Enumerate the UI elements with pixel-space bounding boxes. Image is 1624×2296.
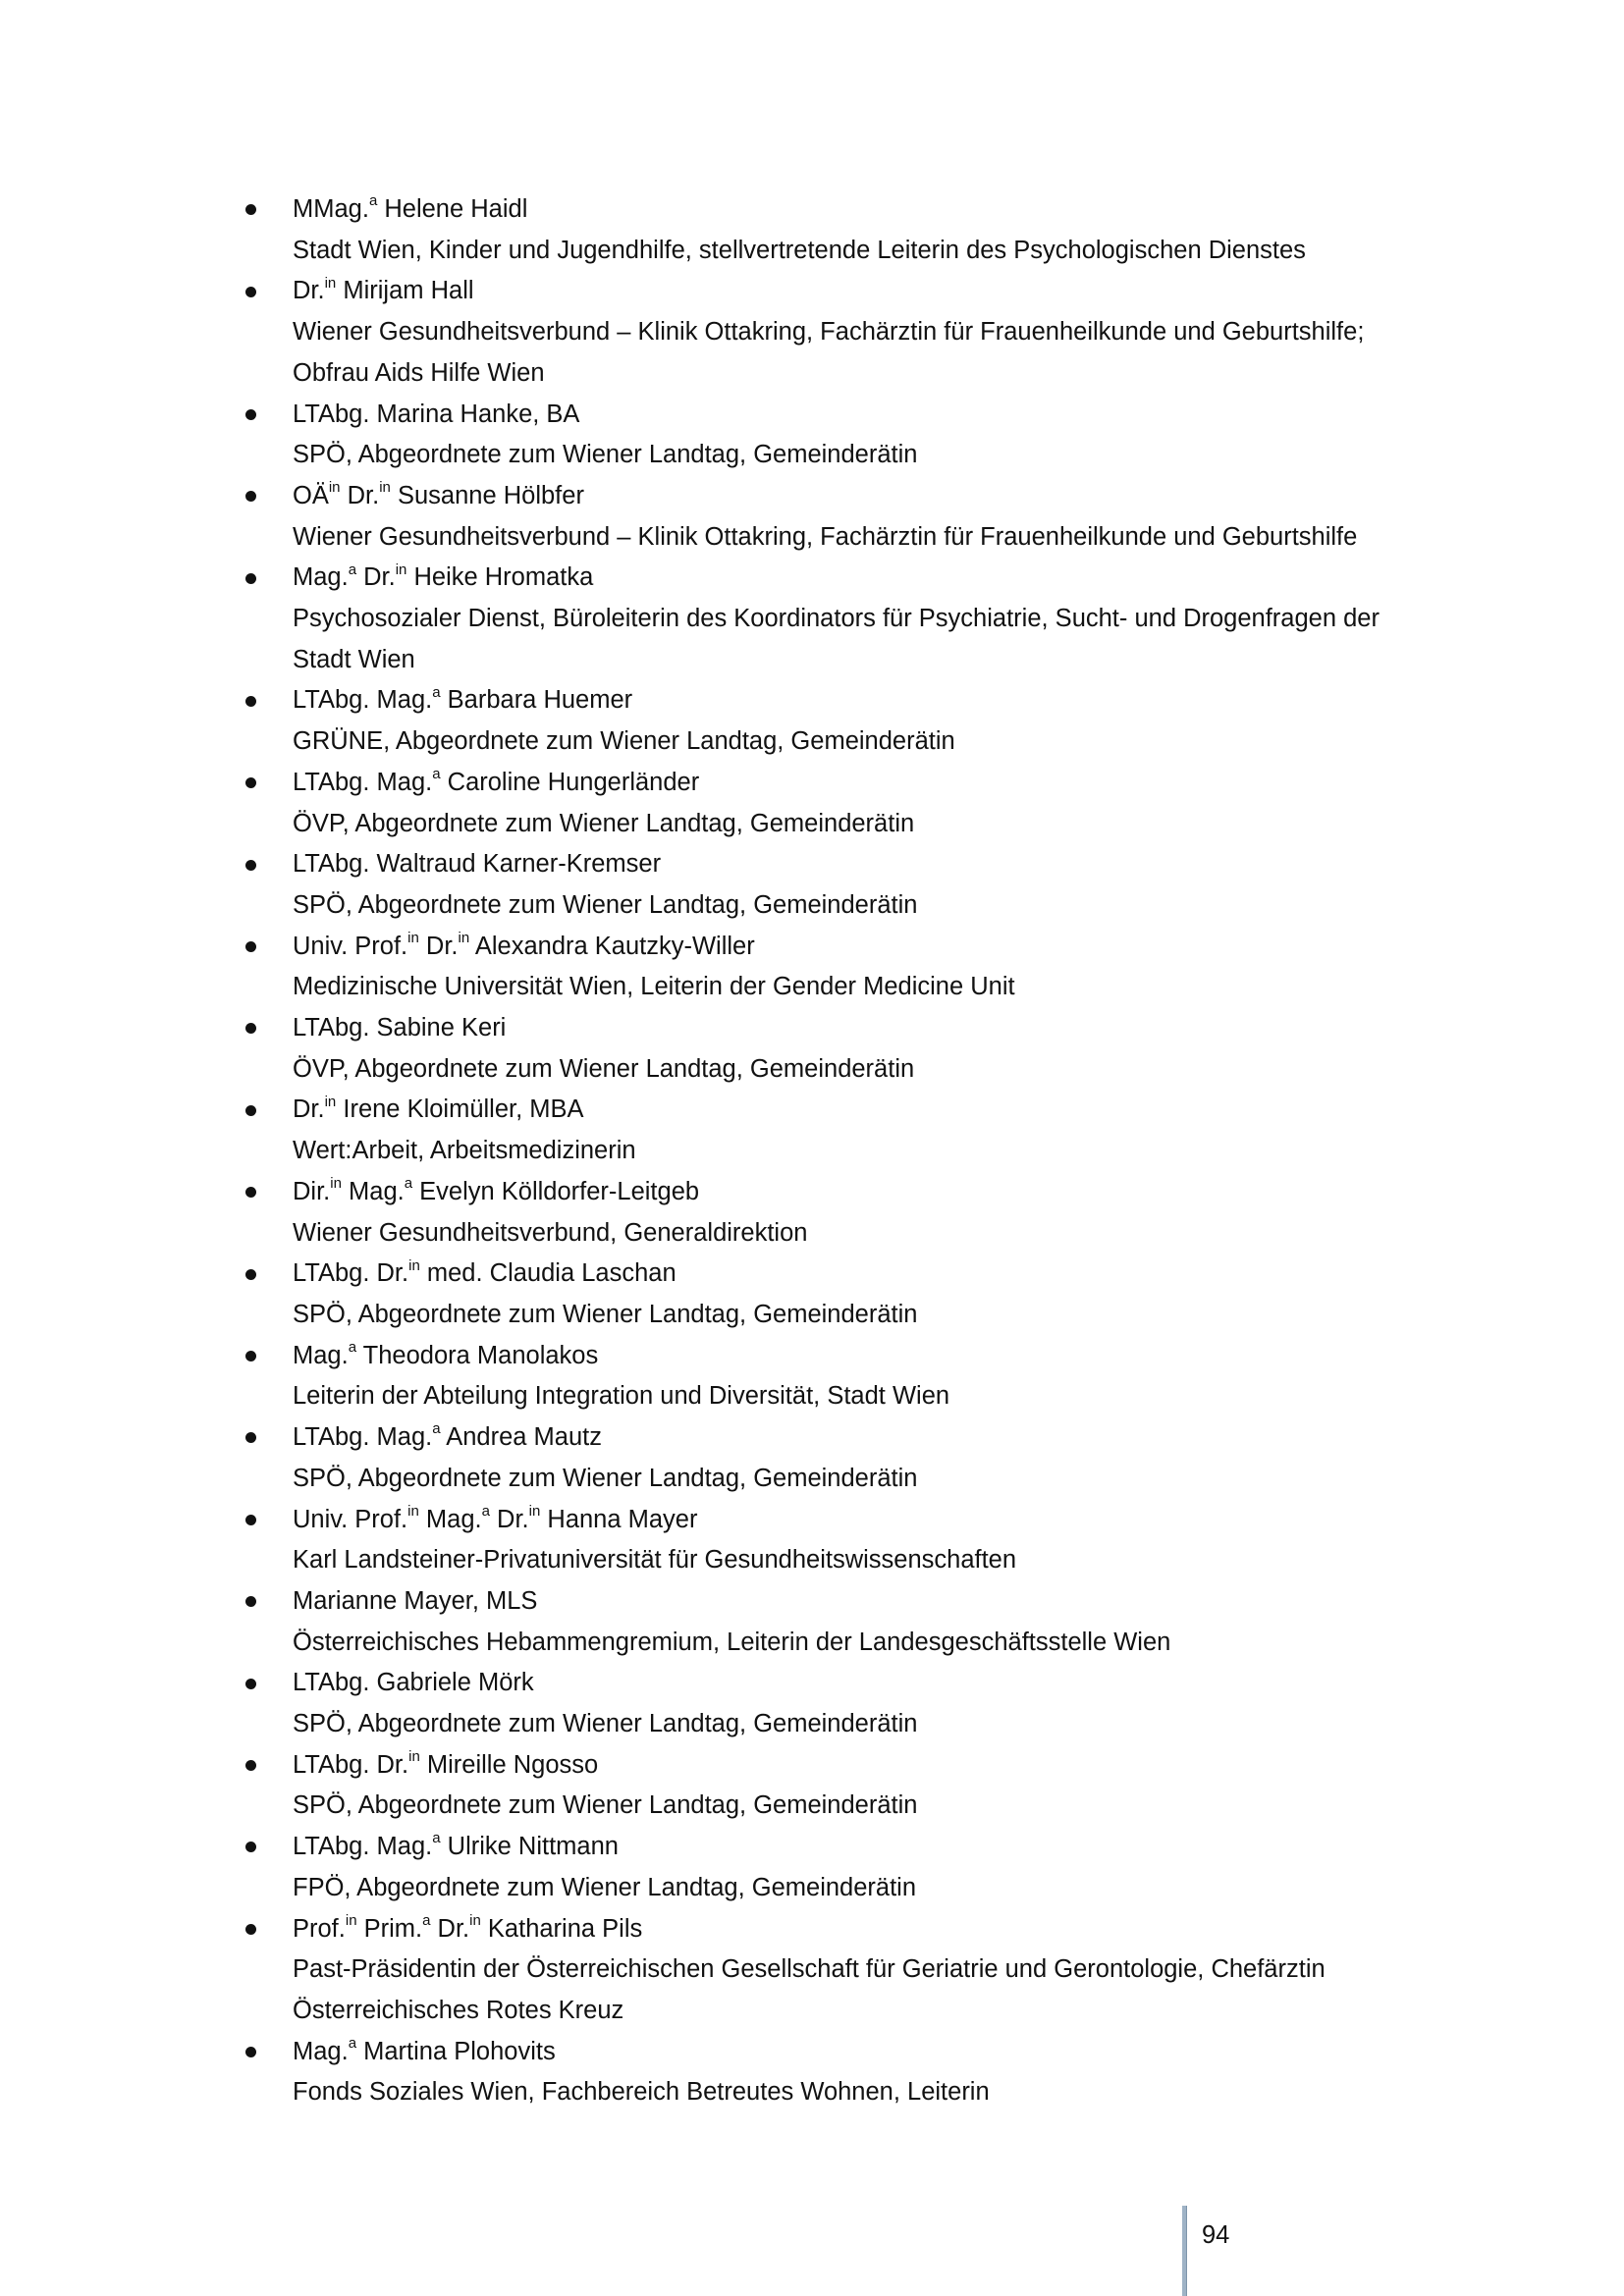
name-text: LTAbg. Dr. bbox=[293, 1259, 409, 1288]
title-suffix: in bbox=[328, 479, 341, 497]
name-text: Univ. Prof. bbox=[293, 932, 408, 960]
page-number: 94 bbox=[1202, 2221, 1230, 2249]
name-text: Susanne Hölbfer bbox=[390, 481, 584, 509]
person-affiliation: Wert:Arbeit, Arbeitsmedizinerin bbox=[293, 1137, 636, 1165]
person-affiliation: ÖVP, Abgeordnete zum Wiener Landtag, Gemeinderätin bbox=[293, 809, 915, 837]
title-suffix: a bbox=[432, 683, 441, 701]
title-suffix: a bbox=[432, 1830, 441, 1847]
bullet-icon bbox=[244, 844, 257, 885]
title-suffix: a bbox=[348, 1338, 357, 1356]
person-name bbox=[293, 1500, 1461, 1541]
bullet-icon bbox=[244, 189, 257, 231]
person-affiliation: FPÖ, Abgeordnete zum Wiener Landtag, Gemeinderätin bbox=[293, 1873, 917, 1901]
title-suffix: in bbox=[330, 1175, 342, 1193]
bullet-icon bbox=[244, 1909, 257, 1950]
name-text: Dr. bbox=[293, 277, 325, 305]
bullet-icon bbox=[244, 1417, 257, 1459]
person-name bbox=[293, 763, 1461, 804]
name-text: Martina Plohovits bbox=[356, 2037, 556, 2065]
name-text: Caroline Hungerländer bbox=[440, 768, 700, 796]
list-item bbox=[244, 476, 1461, 558]
person-name bbox=[293, 1090, 1461, 1131]
list-item bbox=[244, 1663, 1461, 1744]
name-text: Dr. bbox=[356, 563, 396, 592]
list-item bbox=[244, 844, 1461, 926]
person-name bbox=[293, 558, 1461, 599]
title-suffix: in bbox=[458, 929, 470, 946]
name-text: Mag. bbox=[293, 563, 349, 592]
person-affiliation: SPÖ, Abgeordnete zum Wiener Landtag, Gemeinderätin bbox=[293, 1710, 918, 1738]
list-item bbox=[244, 1172, 1461, 1254]
person-affiliation: Leiterin der Abteilung Integration und Diversität, Stadt Wien bbox=[293, 1382, 950, 1411]
name-text: Dr. bbox=[418, 932, 459, 960]
list-item bbox=[244, 1008, 1461, 1090]
name-text: LTAbg. Mag. bbox=[293, 1423, 433, 1452]
person-name bbox=[293, 395, 1461, 436]
person-name bbox=[293, 1581, 1461, 1623]
title-suffix: in bbox=[379, 479, 391, 497]
name-text: MMag. bbox=[293, 195, 369, 223]
list-item bbox=[244, 1581, 1461, 1663]
title-suffix: in bbox=[407, 929, 419, 946]
bullet-icon bbox=[244, 763, 257, 804]
person-name bbox=[293, 271, 1461, 312]
name-text: Mag. bbox=[418, 1505, 482, 1533]
name-text: Dr. bbox=[293, 1095, 325, 1124]
person-name bbox=[293, 1008, 1461, 1049]
title-suffix: a bbox=[481, 1502, 490, 1520]
bullet-icon bbox=[244, 1254, 257, 1295]
name-text: Mag. bbox=[341, 1177, 405, 1205]
person-affiliation: Österreichisches Rotes Kreuz bbox=[293, 1996, 624, 2024]
name-text: Ulrike Nittmann bbox=[440, 1833, 619, 1861]
name-text: Theodora Manolakos bbox=[356, 1341, 599, 1369]
list-item bbox=[244, 395, 1461, 476]
bullet-icon bbox=[244, 558, 257, 599]
name-text: Alexandra Kautzky-Willer bbox=[469, 932, 755, 960]
name-text: med. Claudia Laschan bbox=[419, 1259, 677, 1288]
person-name bbox=[293, 1663, 1461, 1704]
person-affiliation: SPÖ, Abgeordnete zum Wiener Landtag, Gemeinderätin bbox=[293, 1300, 918, 1328]
bullet-icon bbox=[244, 395, 257, 436]
person-name bbox=[293, 1827, 1461, 1868]
name-text: Katharina Pils bbox=[480, 1914, 643, 1943]
bullet-icon bbox=[244, 1745, 257, 1787]
name-text: LTAbg. Gabriele Mörk bbox=[293, 1669, 534, 1697]
name-text: LTAbg. Dr. bbox=[293, 1750, 409, 1779]
person-name bbox=[293, 1417, 1461, 1459]
title-suffix: in bbox=[345, 1911, 357, 1929]
name-text: LTAbg. Mag. bbox=[293, 768, 433, 796]
bullet-icon bbox=[244, 680, 257, 721]
person-name bbox=[293, 680, 1461, 721]
list-item bbox=[244, 680, 1461, 762]
bullet-icon bbox=[244, 1008, 257, 1049]
name-text: Marianne Mayer, MLS bbox=[293, 1586, 538, 1615]
name-text: Mireille Ngosso bbox=[419, 1750, 599, 1779]
list-item bbox=[244, 558, 1461, 680]
name-text: LTAbg. Mag. bbox=[293, 686, 433, 715]
title-suffix: in bbox=[469, 1911, 481, 1929]
bullet-icon bbox=[244, 1827, 257, 1868]
list-item bbox=[244, 1827, 1461, 1908]
name-text: Helene Haidl bbox=[377, 195, 528, 223]
name-text: OÄ bbox=[293, 481, 329, 509]
name-text: Evelyn Kölldorfer-Leitgeb bbox=[412, 1177, 700, 1205]
bullet-icon bbox=[244, 476, 257, 517]
footer-rule bbox=[1182, 2206, 1187, 2296]
person-affiliation: Wiener Gesundheitsverbund, Generaldirektion bbox=[293, 1218, 808, 1247]
bullet-icon bbox=[244, 1581, 257, 1623]
title-suffix: a bbox=[432, 766, 441, 783]
list-item bbox=[244, 1500, 1461, 1581]
name-text: Mag. bbox=[293, 2037, 349, 2065]
name-text: Dr. bbox=[489, 1505, 529, 1533]
name-text: Dr. bbox=[430, 1914, 470, 1943]
name-text: Barbara Huemer bbox=[440, 686, 633, 715]
person-name bbox=[293, 927, 1461, 968]
title-suffix: in bbox=[528, 1502, 541, 1520]
name-text: Mag. bbox=[293, 1341, 349, 1369]
person-name bbox=[293, 1336, 1461, 1377]
person-name bbox=[293, 2032, 1461, 2073]
list-item bbox=[244, 1417, 1461, 1499]
title-suffix: a bbox=[422, 1911, 431, 1929]
person-name bbox=[293, 1745, 1461, 1787]
name-text: Hanna Mayer bbox=[540, 1505, 698, 1533]
list-item bbox=[244, 1909, 1461, 2032]
person-name bbox=[293, 1254, 1461, 1295]
list-item bbox=[244, 927, 1461, 1008]
bullet-icon bbox=[244, 1090, 257, 1131]
person-affiliation: Obfrau Aids Hilfe Wien bbox=[293, 358, 545, 387]
name-text: Univ. Prof. bbox=[293, 1505, 408, 1533]
name-text: LTAbg. Mag. bbox=[293, 1833, 433, 1861]
name-text: LTAbg. Waltraud Karner-Kremser bbox=[293, 850, 662, 879]
person-affiliation: ÖVP, Abgeordnete zum Wiener Landtag, Gemeinderätin bbox=[293, 1054, 915, 1083]
name-text: Prim. bbox=[356, 1914, 423, 1943]
title-suffix: in bbox=[324, 1093, 337, 1110]
list-item bbox=[244, 1254, 1461, 1335]
person-affiliation: Stadt Wien bbox=[293, 645, 415, 673]
list-item bbox=[244, 271, 1461, 394]
bullet-icon bbox=[244, 2032, 257, 2073]
person-affiliation: Karl Landsteiner-Privatuniversität für Gesundheitswissenschaften bbox=[293, 1546, 1017, 1575]
title-suffix: a bbox=[404, 1175, 413, 1193]
person-name bbox=[293, 1909, 1461, 1950]
person-affiliation: SPÖ, Abgeordnete zum Wiener Landtag, Gemeinderätin bbox=[293, 441, 918, 469]
list-item bbox=[244, 1090, 1461, 1171]
participant-list bbox=[244, 189, 1461, 2113]
name-text: Dr. bbox=[340, 481, 380, 509]
bullet-icon bbox=[244, 1336, 257, 1377]
title-suffix: in bbox=[408, 1256, 420, 1274]
bullet-icon bbox=[244, 271, 257, 312]
list-item bbox=[244, 1745, 1461, 1827]
name-text: Irene Kloimüller, MBA bbox=[336, 1095, 584, 1124]
person-affiliation: Past-Präsidentin der Österreichischen Gesellschaft für Geriatrie und Gerontologie, Chefärztin bbox=[293, 1955, 1326, 1984]
title-suffix: a bbox=[348, 561, 357, 578]
list-item bbox=[244, 189, 1461, 271]
title-suffix: in bbox=[407, 1502, 419, 1520]
person-affiliation: Psychosozialer Dienst, Büroleiterin des Koordinators für Psychiatrie, Sucht- und Drogenfragen der bbox=[293, 605, 1380, 633]
name-text: Prof. bbox=[293, 1914, 346, 1943]
bullet-icon bbox=[244, 927, 257, 968]
list-item bbox=[244, 2032, 1461, 2113]
title-suffix: in bbox=[324, 274, 337, 292]
title-suffix: in bbox=[408, 1747, 420, 1765]
person-affiliation: SPÖ, Abgeordnete zum Wiener Landtag, Gemeinderätin bbox=[293, 1464, 918, 1492]
person-affiliation: Wiener Gesundheitsverbund – Klinik Ottakring, Fachärztin für Frauenheilkunde und Geburtshilfe; bbox=[293, 318, 1365, 347]
list-item bbox=[244, 1336, 1461, 1417]
person-affiliation: SPÖ, Abgeordnete zum Wiener Landtag, Gemeinderätin bbox=[293, 1791, 918, 1820]
title-suffix: in bbox=[395, 561, 407, 578]
name-text: Dir. bbox=[293, 1177, 331, 1205]
name-text: LTAbg. Marina Hanke, BA bbox=[293, 400, 580, 428]
person-affiliation: SPÖ, Abgeordnete zum Wiener Landtag, Gemeinderätin bbox=[293, 890, 918, 919]
person-affiliation: Medizinische Universität Wien, Leiterin der Gender Medicine Unit bbox=[293, 973, 1015, 1001]
person-affiliation: Fonds Soziales Wien, Fachbereich Betreutes Wohnen, Leiterin bbox=[293, 2078, 990, 2107]
person-name bbox=[293, 1172, 1461, 1213]
person-name bbox=[293, 476, 1461, 517]
person-affiliation: Wiener Gesundheitsverbund – Klinik Ottakring, Fachärztin für Frauenheilkunde und Geburtshilfe bbox=[293, 522, 1358, 551]
title-suffix: a bbox=[432, 1420, 441, 1438]
bullet-icon bbox=[244, 1500, 257, 1541]
person-affiliation: GRÜNE, Abgeordnete zum Wiener Landtag, Gemeinderätin bbox=[293, 727, 955, 756]
person-name bbox=[293, 844, 1461, 885]
person-name bbox=[293, 189, 1461, 231]
person-affiliation: Österreichisches Hebammengremium, Leiterin der Landesgeschäftsstelle Wien bbox=[293, 1628, 1171, 1656]
name-text: Mirijam Hall bbox=[336, 277, 474, 305]
title-suffix: a bbox=[348, 2034, 357, 2052]
name-text: Andrea Mautz bbox=[440, 1423, 602, 1452]
title-suffix: a bbox=[368, 192, 378, 210]
list-item bbox=[244, 763, 1461, 844]
name-text: Heike Hromatka bbox=[406, 563, 594, 592]
person-affiliation: Stadt Wien, Kinder und Jugendhilfe, stellvertretende Leiterin des Psychologischen Dienstes bbox=[293, 236, 1306, 264]
bullet-icon bbox=[244, 1172, 257, 1213]
name-text: LTAbg. Sabine Keri bbox=[293, 1014, 507, 1042]
bullet-icon bbox=[244, 1663, 257, 1704]
